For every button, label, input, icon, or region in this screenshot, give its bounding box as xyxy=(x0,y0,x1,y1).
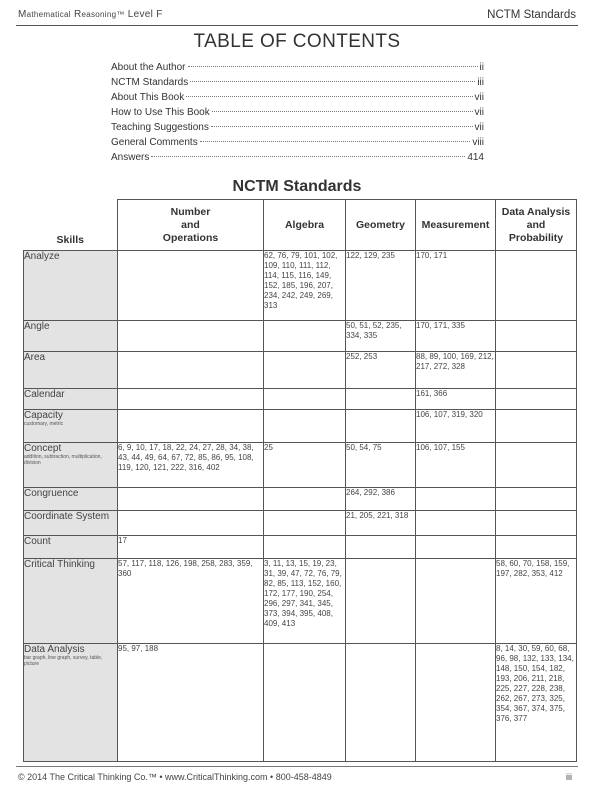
skill-cell: Congruence xyxy=(24,488,118,511)
algebra-cell xyxy=(264,389,346,410)
toc-entry[interactable]: How to Use This Book vii xyxy=(111,107,484,118)
col-header-algebra: Algebra xyxy=(264,200,346,251)
leader-dots xyxy=(190,81,475,82)
algebra-cell xyxy=(264,410,346,443)
col-header-geometry: Geometry xyxy=(346,200,416,251)
standards-table-title: NCTM Standards xyxy=(232,178,362,195)
geometry-cell xyxy=(346,559,416,644)
geometry-cell: 252, 253 xyxy=(346,352,416,389)
col-header-measurement: Measurement xyxy=(416,200,496,251)
measurement-cell: 170, 171, 335 xyxy=(416,321,496,352)
measurement-cell xyxy=(416,511,496,536)
table-row xyxy=(24,251,577,321)
number-cell xyxy=(118,511,264,536)
algebra-cell xyxy=(264,488,346,511)
geometry-cell: 264, 292, 386 xyxy=(346,488,416,511)
table-row xyxy=(24,443,577,488)
number-cell xyxy=(118,389,264,410)
skill-cell: Angle xyxy=(24,321,118,352)
measurement-cell: 106, 107, 155 xyxy=(416,443,496,488)
number-cell xyxy=(118,410,264,443)
toc-entry[interactable]: About This Book vii xyxy=(111,92,484,103)
table-of-contents xyxy=(111,62,484,167)
table-row xyxy=(24,321,577,352)
table-row xyxy=(24,389,577,410)
table-row xyxy=(24,511,577,536)
skill-cell: Coordinate System xyxy=(24,511,118,536)
data-cell xyxy=(496,251,577,321)
leader-dots xyxy=(186,96,472,97)
number-cell: 95, 97, 188 xyxy=(118,644,264,762)
table-row xyxy=(24,536,577,559)
skill-cell: Count xyxy=(24,536,118,559)
number-cell: 17 xyxy=(118,536,264,559)
table-row xyxy=(24,559,577,644)
measurement-cell xyxy=(416,488,496,511)
data-cell xyxy=(496,321,577,352)
running-header-title: Mathematical Reasoning™ Level F xyxy=(18,9,163,20)
algebra-cell: 3, 11, 13, 15, 19, 23, 31, 39, 47, 72, 76, 79, 82, 85, 113, 152, 160, 172, 177, 190, 254, 296, 297, 341, 345, 373, 394, 395, 408, 409, 413 xyxy=(264,559,346,644)
number-cell xyxy=(118,352,264,389)
geometry-cell: 50, 54, 75 xyxy=(346,443,416,488)
number-cell xyxy=(118,321,264,352)
data-cell xyxy=(496,488,577,511)
geometry-cell xyxy=(346,536,416,559)
skill-cell: Calendar xyxy=(24,389,118,410)
geometry-cell xyxy=(346,389,416,410)
data-cell xyxy=(496,410,577,443)
col-header-data-analysis: Data Analysis and Probability xyxy=(496,200,577,251)
measurement-cell: 88, 89, 100, 169, 212, 217, 272, 328 xyxy=(416,352,496,389)
leader-dots xyxy=(188,66,478,67)
measurement-cell: 170, 171 xyxy=(416,251,496,321)
col-header-number-operations: Number and Operations xyxy=(118,200,264,251)
number-cell xyxy=(118,488,264,511)
measurement-cell xyxy=(416,644,496,762)
toc-title: TABLE OF CONTENTS xyxy=(193,31,401,52)
geometry-cell: 21, 205, 221, 318 xyxy=(346,511,416,536)
table-row xyxy=(24,352,577,389)
page-number: iii xyxy=(566,772,572,782)
algebra-cell xyxy=(264,536,346,559)
standards-table xyxy=(23,199,577,762)
algebra-cell: 25 xyxy=(264,443,346,488)
header-divider xyxy=(16,25,578,26)
number-cell xyxy=(118,251,264,321)
measurement-cell: 161, 366 xyxy=(416,389,496,410)
algebra-cell xyxy=(264,352,346,389)
skill-cell: Critical Thinking xyxy=(24,559,118,644)
geometry-cell xyxy=(346,644,416,762)
geometry-cell: 50, 51, 52, 235, 334, 335 xyxy=(346,321,416,352)
toc-entry[interactable]: General Comments viii xyxy=(111,137,484,148)
data-cell xyxy=(496,536,577,559)
table-header-row xyxy=(24,200,577,251)
skill-cell: Concept addition, subtraction, multiplication, division xyxy=(24,443,118,488)
measurement-cell xyxy=(416,536,496,559)
measurement-cell: 106, 107, 319, 320 xyxy=(416,410,496,443)
leader-dots xyxy=(151,156,465,157)
leader-dots xyxy=(211,126,473,127)
skill-cell: Data Analysis bar graph, line graph, survey, table, picture xyxy=(24,644,118,762)
data-cell: 8, 14, 30, 59, 60, 68, 96, 98, 132, 133, 134, 148, 150, 154, 182, 193, 206, 211, 218, 225, 227, 228, 238, 262, 267, 273, 325, 354, 367, 374, 375, 376, 377 xyxy=(496,644,577,762)
algebra-cell: 62, 76, 79, 101, 102, 109, 110, 111, 112, 114, 115, 116, 149, 152, 185, 196, 207, 234, 242, 249, 269, 313 xyxy=(264,251,346,321)
toc-entry[interactable]: Teaching Suggestions vii xyxy=(111,122,484,133)
data-cell: 58, 60, 70, 158, 159, 197, 282, 353, 412 xyxy=(496,559,577,644)
number-cell: 6, 9, 10, 17, 18, 22, 24, 27, 28, 34, 38, 43, 44, 49, 64, 67, 72, 85, 86, 95, 108, 119, 120, 121, 222, 316, 402 xyxy=(118,443,264,488)
data-cell xyxy=(496,352,577,389)
algebra-cell xyxy=(264,321,346,352)
data-cell xyxy=(496,511,577,536)
table-row xyxy=(24,488,577,511)
col-header-skills: Skills xyxy=(24,200,118,251)
footer-divider xyxy=(16,766,578,767)
table-row xyxy=(24,644,577,762)
table-row xyxy=(24,410,577,443)
skill-cell: Analyze xyxy=(24,251,118,321)
copyright-footer: © 2014 The Critical Thinking Co.™ • www.CriticalThinking.com • 800-458-4849 xyxy=(18,772,332,782)
geometry-cell: 122, 129, 235 xyxy=(346,251,416,321)
algebra-cell xyxy=(264,644,346,762)
toc-entry[interactable]: Answers 414 xyxy=(111,152,484,163)
leader-dots xyxy=(200,141,471,142)
skill-cell: Area xyxy=(24,352,118,389)
measurement-cell xyxy=(416,559,496,644)
data-cell xyxy=(496,389,577,410)
algebra-cell xyxy=(264,511,346,536)
toc-entry[interactable]: About the Author ii xyxy=(111,62,484,73)
leader-dots xyxy=(212,111,473,112)
skill-cell: Capacity customary, metric xyxy=(24,410,118,443)
number-cell: 57, 117, 118, 126, 198, 258, 283, 359, 360 xyxy=(118,559,264,644)
running-header-section: NCTM Standards xyxy=(487,9,576,21)
geometry-cell xyxy=(346,410,416,443)
data-cell xyxy=(496,443,577,488)
toc-entry[interactable]: NCTM Standards iii xyxy=(111,77,484,88)
